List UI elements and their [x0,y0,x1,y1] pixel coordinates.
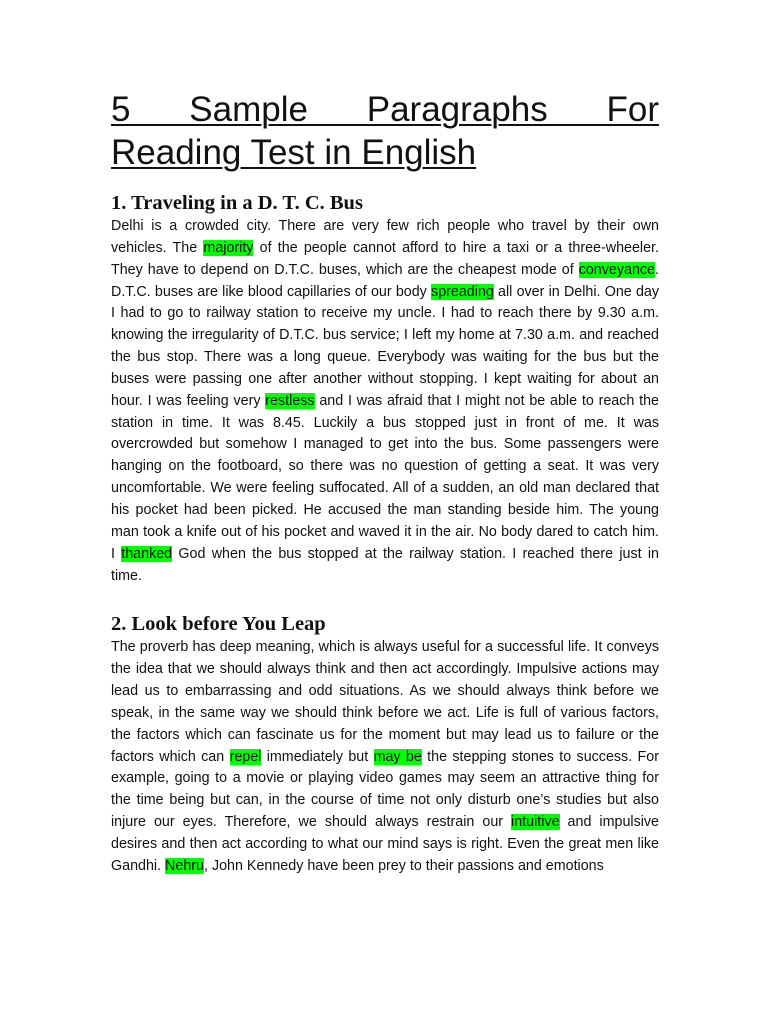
paragraph-traveling-dtc-bus [111,216,659,587]
highlighted-word: majority [203,239,254,256]
paragraph-text: and impulsive desires and then act according to what our mind says is right. Even the great men like Gandhi. [111,814,659,874]
paragraph-text: all over in Delhi. One day I had to go to railway station to receive my uncle. I had to reach there by 9.30 a.m. knowing the irregularity of D.T.C. bus service; I left my home at 7.30 a.m. and reached the bus stop. There was a long queue. Everybody was waiting for the bus but the buses were passing one after another without stopping. I kept waiting for about an hour. I was feeling very [111,283,659,409]
section-heading-look-before-you-leap: 2. Look before You Leap [111,613,326,636]
paragraph-text: the stepping stones to success. For example, going to a movie or playing video games may seem an attractive thing for the time being but can, in the course of time not only disturb one’s studies but also injure our eyes. Therefore, we should always restrain our [111,748,659,831]
highlighted-word: repel [229,748,262,765]
highlighted-word: Nehru [165,857,204,874]
paragraph-text: . D.T.C. buses are like blood capillaries of our body [111,261,659,300]
document-title-line-1: 5 Sample Paragraphs For [111,90,659,129]
section-heading-traveling-dtc-bus: 1. Traveling in a D. T. C. Bus [111,192,363,214]
document-title-line-2: Reading Test in English [111,133,477,172]
paragraph-look-before-you-leap [111,637,659,877]
paragraph-text: of the people cannot afford to hire a taxi or a three-wheeler. They have to depend on D.T.C. buses, which are the cheapest mode of [111,239,659,278]
highlighted-word: may be [373,748,422,765]
paragraph-text: Delhi is a crowded city. There are very few rich people who travel by their own vehicles. The [111,218,659,256]
paragraph-text: God when the bus stopped at the railway station. I reached there just in time. [111,545,659,584]
highlighted-word: restless [265,392,315,409]
highlighted-word: thanked [121,545,173,562]
highlighted-word: conveyance [578,261,656,278]
highlighted-word: spreading [431,283,494,300]
document-title [111,88,659,174]
document-page [111,88,659,878]
paragraph-text: , John Kennedy have been prey to their passions and emotions [204,857,604,874]
highlighted-word: intuitive [511,814,560,831]
paragraph-text: The proverb has deep meaning, which is always useful for a successful life. It conveys the idea that we should always think and then act accordingly. Impulsive actions may lead us to embarrassing and odd situations. As we should always think before we speak, in the same way we should think before we act. Life is full of various factors, the factors which can fascinate us for the moment but may lead us to failure or the factors which can [111,639,659,765]
paragraph-text: immediately but [261,748,374,765]
paragraph-text: and I was afraid that I might not be able to reach the station in time. It was 8.45. Luckily a bus stopped just in front of me. It was overcrowded but somehow I managed to get into the bus. Some passengers were hanging on the footboard, so there was no question of getting a seat. It was very uncomfortable. We were feeling suffocated. All of a sudden, an old man declared that his pocket had been picked. He accused the man standing beside him. The young man took a knife out of his pocket and waved it in the air. No body dared to catch him. I [111,392,659,562]
